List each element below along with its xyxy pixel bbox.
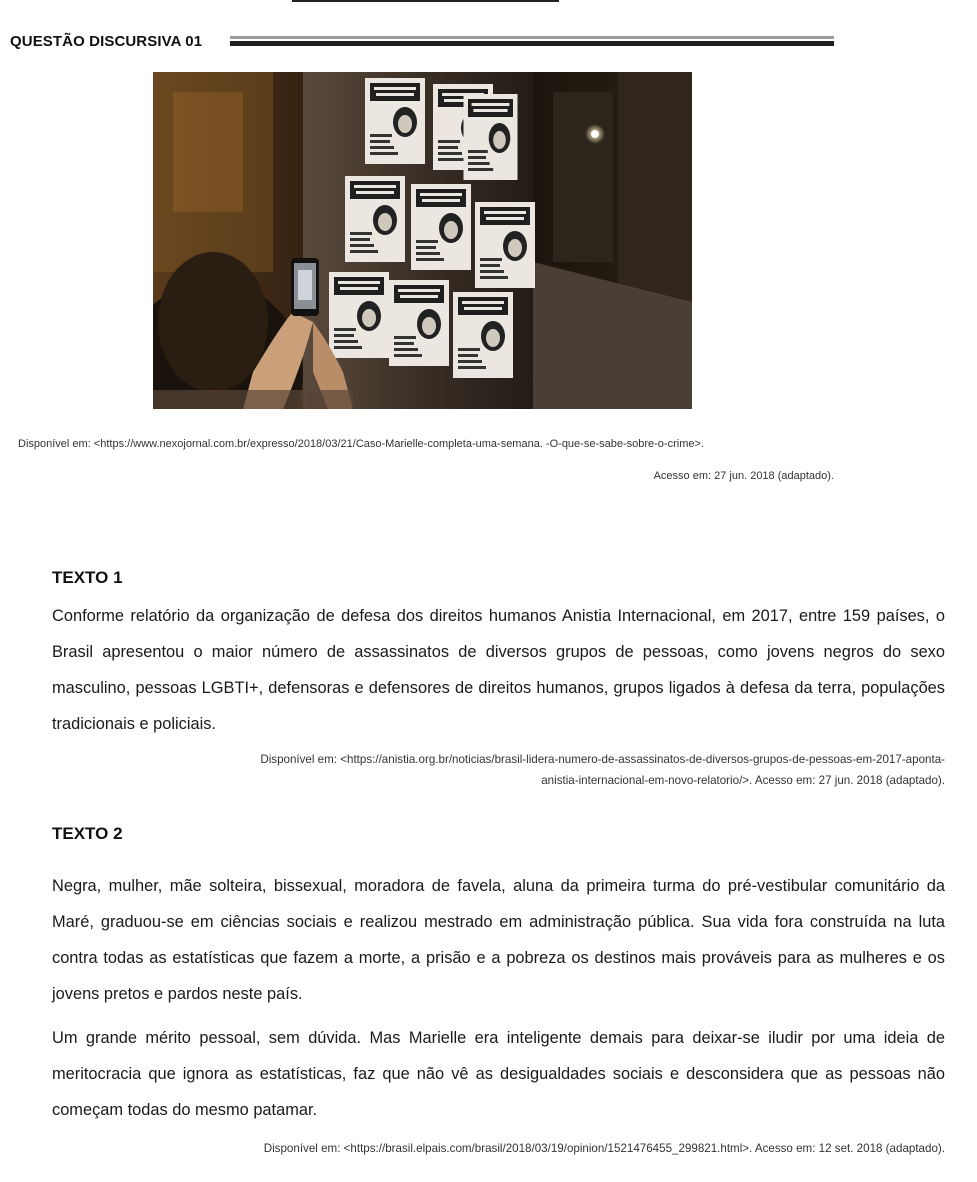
image-caption-url: Disponível em: <https://www.nexojornal.com.br/expresso/2018/03/21/Caso-Marielle-completa-uma-semana. -O-que-se-sabe-sobre-o-crime>. — [18, 438, 704, 450]
question-title: QUESTÃO DISCURSIVA 01 — [10, 33, 203, 50]
header-bar-dark — [230, 41, 834, 46]
image-caption-access: Acesso em: 27 jun. 2018 (adaptado). — [653, 470, 834, 482]
texto1-title: TEXTO 1 — [52, 568, 123, 587]
texto1-source-line1: Disponível em: <https://anistia.org.br/noticias/brasil-lidera-numero-de-assassinatos-de-diversos-grupos-de-pessoas-em-2017-aponta- — [260, 753, 945, 766]
question-header — [10, 30, 840, 54]
header-bar-light — [230, 36, 834, 39]
texto2-paragraph-1: Negra, mulher, mãe solteira, bissexual, moradora de favela, aluna da primeira turma do pré-vestibular comunitário da Maré, graduou-se em ciências sociais e realizou mestrado em administração pública. Sua vida fora construída na luta contra todas as estatísticas que fazem a morte, a prisão e a pobreza os destinos mais prováveis para as mulheres e os jovens pretos e pardos neste país. — [52, 877, 945, 1003]
texto2-title: TEXTO 2 — [52, 824, 123, 843]
texto2-paragraph-2: Um grande mérito pessoal, sem dúvida. Mas Marielle era inteligente demais para deixar-se iludir por uma ideia de meritocracia que ignora as estatísticas, faz que não vê as desigualdades sociais e desconsidera que as pessoas não começam todas do mesmo patamar. — [52, 1029, 945, 1119]
texto2-source: Disponível em: <https://brasil.elpais.com/brasil/2018/03/19/opinion/1521476455_299821.html>. Acesso em: 12 set. 2018 (adaptado). — [263, 1142, 945, 1155]
protest-photo — [153, 72, 692, 409]
texto1-section — [52, 568, 945, 791]
texto1-body: Conforme relatório da organização de defesa dos direitos humanos Anistia Internacional, em 2017, entre 159 países, o Brasil apresentou o maior número de assassinatos de diversos grupos de pessoas, como jovens negros do sexo masculino, pessoas LGBTI+, defensoras e defensores de direitos humanos, grupos ligados à defesa da terra, populações tradicionais e policiais. — [52, 607, 945, 733]
top-rule — [292, 0, 559, 2]
texto2-section — [52, 824, 945, 1159]
texto1-source-line2: anistia-internacional-em-novo-relatorio/>. Acesso em: 27 jun. 2018 (adaptado). — [541, 774, 945, 787]
